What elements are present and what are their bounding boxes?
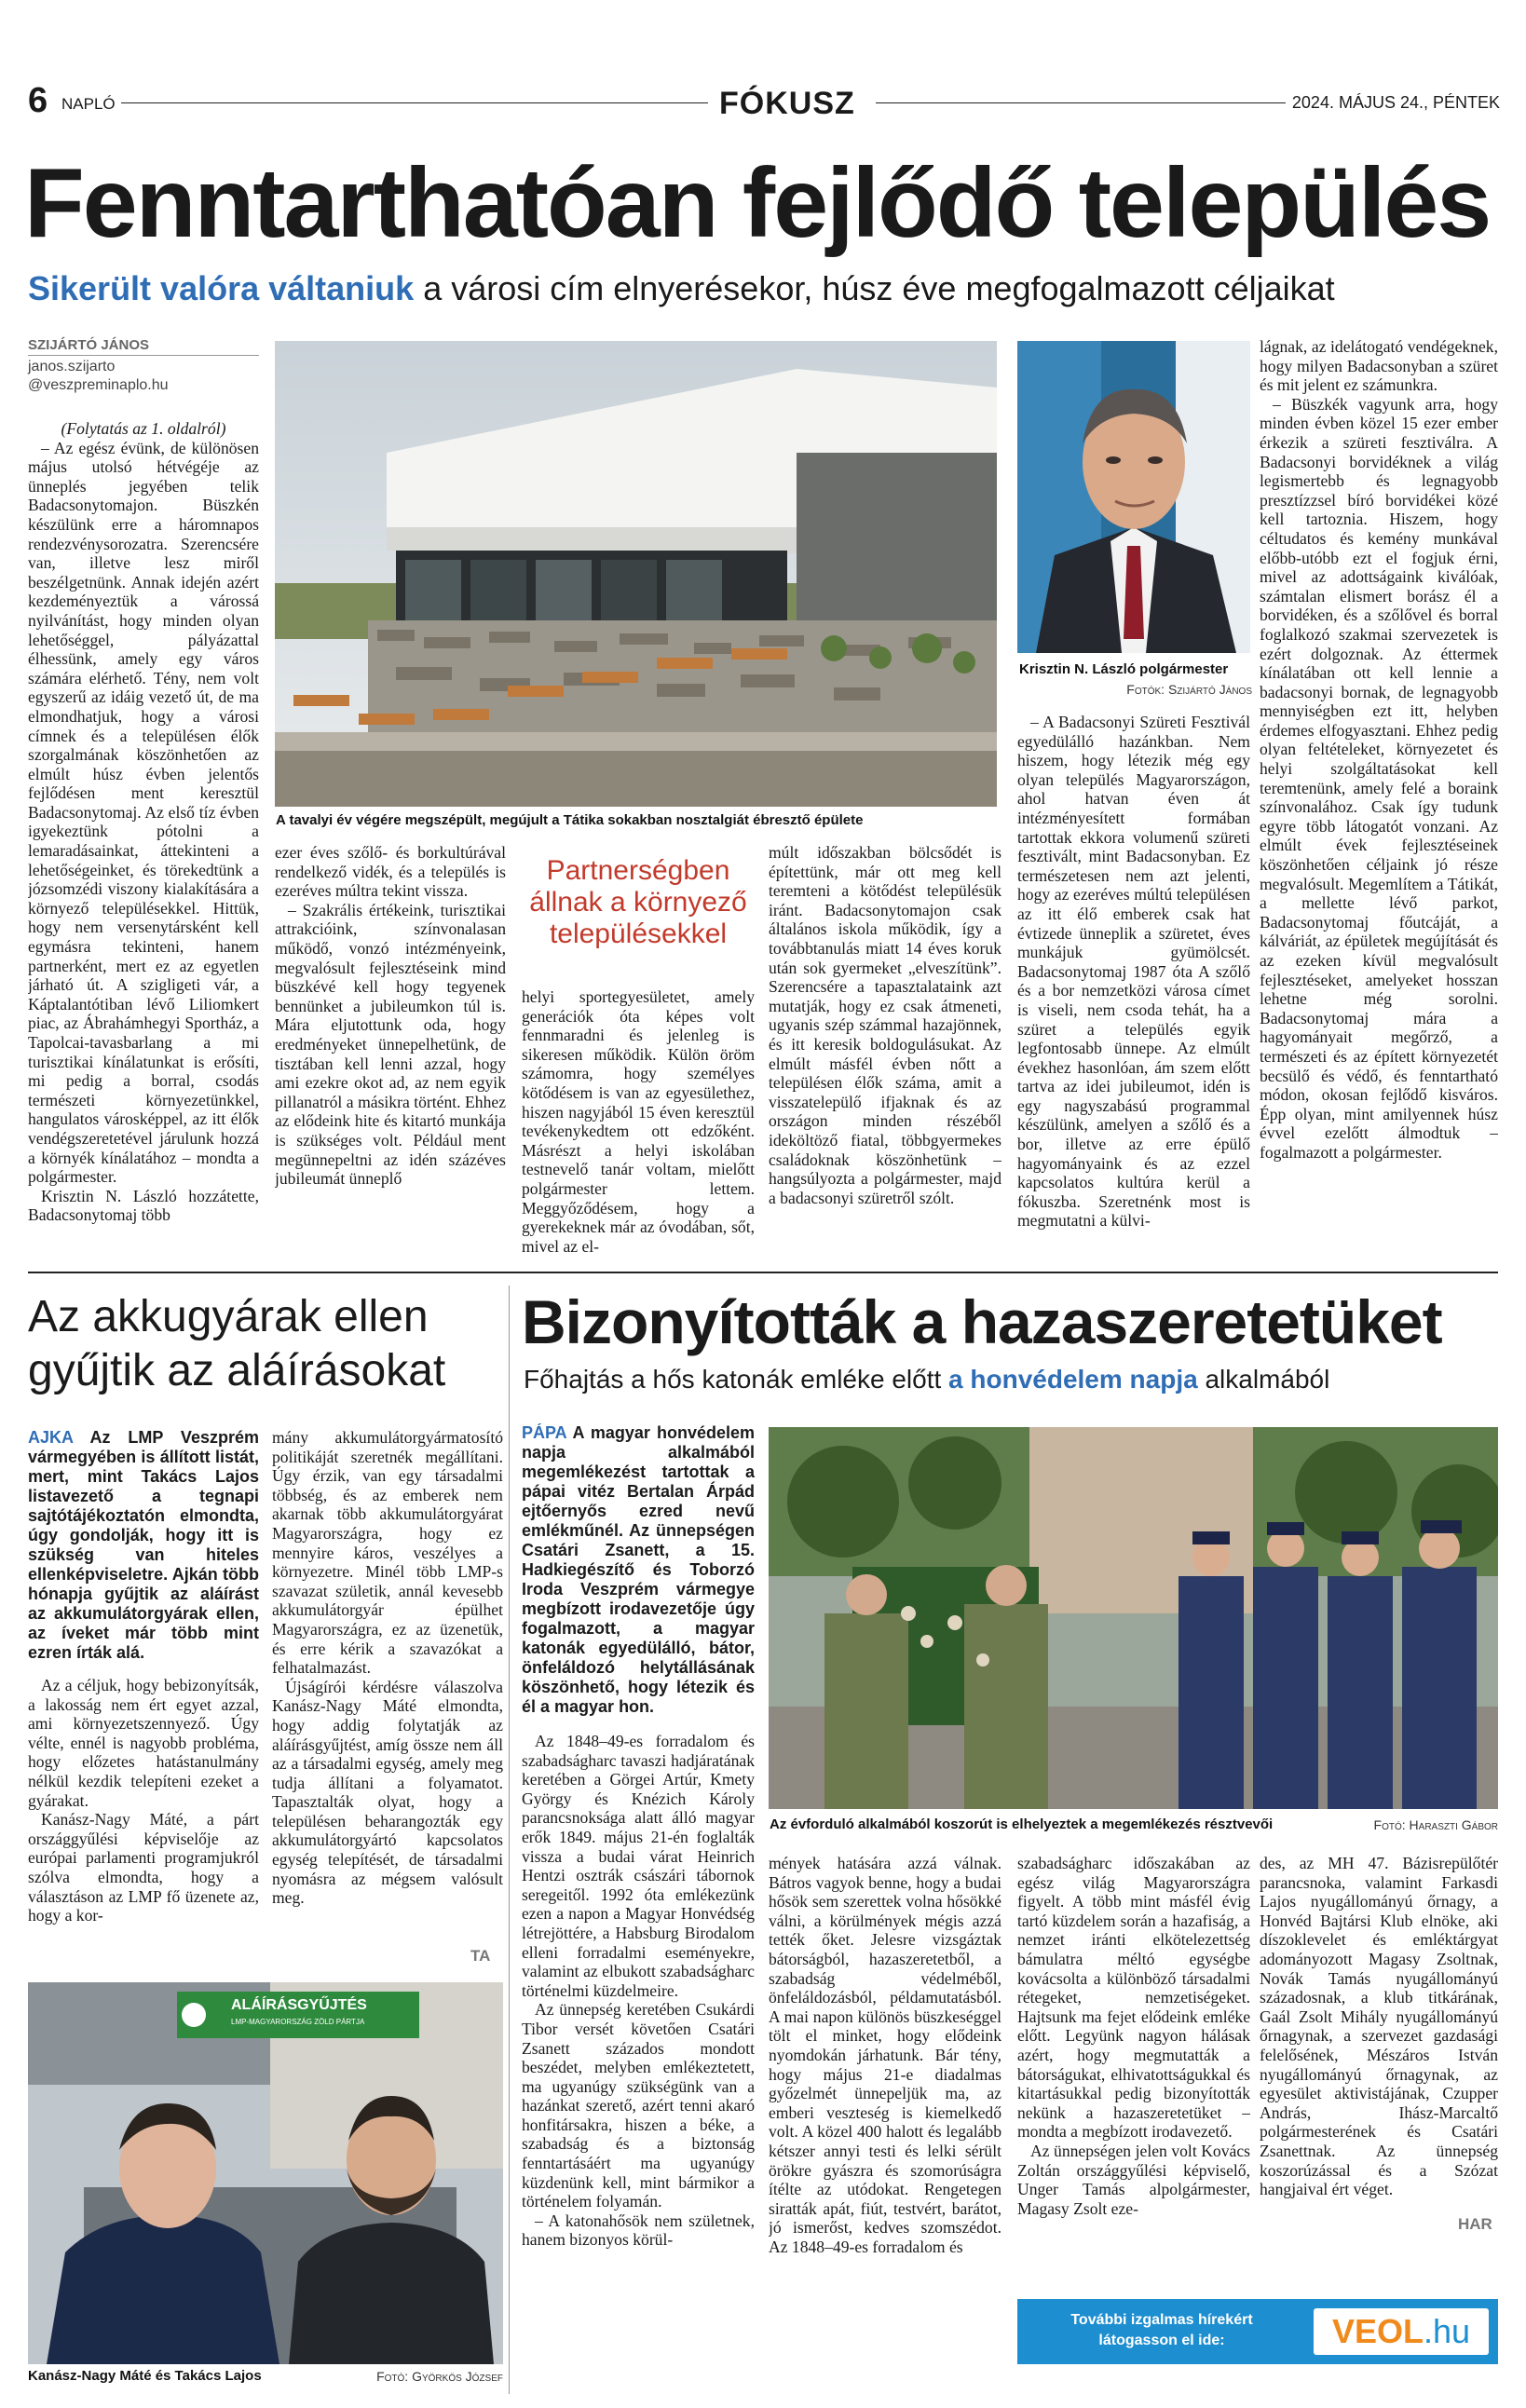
page-header bbox=[28, 82, 1500, 119]
veol-ad-line-2: látogasson el ide: bbox=[1098, 2333, 1225, 2348]
page-number: 6 bbox=[28, 81, 48, 120]
header-rule-left bbox=[121, 102, 708, 103]
main-col5-text: – A Badacsonyi Szüreti Fesztivál egyedülálló hazánkban. Nem hiszem, hogy létezik még egy olyan település Magyarországon, ahol hatvan éven át intézményesített formában tartottak ekkora volumenű szüreti fesztivált, mint Badacsonyban. Ez természetesen nem azt jelenti, hogy az ezeréves múltú településen az itt élő emberek csak hat évtizede ünneplik a szüretet, éves munkájuk gyümölcsét. Badacsonytomaj 1987 óta A szőlő és a bor nemzetközi városa címet is viseli, nem csoda tehát, ha a szüret a település egyik legfontosabb ünnepe. Az elmúlt évekhez hasonlóan, ám szem előtt tartva az idei jubileumot, idén is egy nagyszabású programmal készülünk, amelyen a szőlő és a bor, illetve az erre épülő hagyományaink és az ezzel kapcsolatos kultúra kerül a fókuszba. Szeretnénk most is megmutatni a külvi- bbox=[1017, 713, 1250, 1231]
main-col6-text-b: – Büszkék vagyunk arra, hogy minden évben közel 15 ezer ember érkezik a szüreti fesztiválra. A Badacsonyi borvidéknek a világ legismertebb és legnagyobb presztízzsel bíró borvidékei közé kell tartoznia. Hiszem, hogy céltudatos és kemény munkával előbb-utóbb ezt el fogjuk érni, mivel az adottságaink kiválóak, számtalan elismert borász él a borvidéken, és a szőlővel és borral foglalkozó szakmai szervezetek is ezért dolgoznak. Az éttermek kínálatában ott kell lennie a badacsonyi bornak, de legnagyobb mennyiségben ezt itt, helyben érdemes elfogyasztani. Ehhez pedig olyan feltételeket, környezetet és helyi szolgáltatásokat kell teremtenünk, amely felé a boraink színvonalához. Csak így tudunk egyre több látogatót vonzani. Az elmúlt évek fejlesztéseinek köszönhetően céljaink jó része megvalósult. Megemlítem a Tátikát, a mellette lévő parkot, Badacsonytomaj főutcáját, a kálváriát, az épületek megújítását és az ezeken kívül megvalósult fejlesztéseket, amelyeket hosszan lehetne még sorolni. Badacsonytomaj mára a hagyományait megőrző, a természeti és az épített környezetét becsülő és védő, és fenntartható módon, okosan fejlődő kisváros. Épp olyan, mint amilyennek húsz évvel ezelőtt álmodtuk – fogalmazott a polgármester. bbox=[1260, 394, 1498, 1162]
left-story-place: AJKA bbox=[28, 1428, 74, 1447]
right-story-col1-text-b: Az ünnepség keretében Csukárdi Tibor versét követően Csatári Zsanett százados mondott beszédet, melyben emlékeztetett, ma ugyanúgy szükségünk van a hazánkat szerető, azért tenni akaró honfitársakra, hiszen a béke, a szabadság és a biztonság fenntartásáért ma ugyanúgy küzdenünk kell, mint bármikor a történelem folyamán. bbox=[522, 2000, 755, 2211]
veol-ad-line-1: További izgalmas hírekért bbox=[1070, 2312, 1253, 2328]
ceremony-photo-credit: Fotó: Haraszti Gábor bbox=[1373, 1817, 1498, 1832]
lmp-banner-title: ALÁÍRÁSGYŰJTÉS bbox=[231, 1997, 367, 2013]
right-story-lead-column bbox=[522, 1423, 755, 2392]
mayor-portrait bbox=[1017, 341, 1250, 653]
right-subtitle-highlight: a honvédelem napja bbox=[948, 1365, 1198, 1394]
left-story-column-2 bbox=[272, 1428, 503, 1968]
pull-quote: Partnerségben állnak a környező településekkel bbox=[529, 855, 747, 949]
portrait-caption: Krisztin N. László polgármester bbox=[1019, 661, 1229, 677]
left-story-col1-text-b: Kanász-Nagy Máté, a párt országgyűlési képviselője az európai parlamenti programjukról szólva elmondta, hogy a választáson az LMP fő üzenete az, hogy a kor- bbox=[28, 1810, 259, 1925]
right-story-signature: HAR bbox=[1458, 2215, 1492, 2233]
author-email bbox=[28, 358, 259, 395]
portrait-credit: Fotók: Szijártó János bbox=[1126, 682, 1252, 697]
main-column-5 bbox=[1017, 713, 1250, 1262]
ceremony-photo-image bbox=[769, 1427, 1498, 1809]
subtitle-highlight: Sikerült valóra váltaniuk bbox=[28, 269, 415, 307]
subtitle-rest: a városi cím elnyerésekor, húsz éve megfogalmazott céljaikat bbox=[414, 269, 1335, 307]
veol-ad[interactable] bbox=[1017, 2299, 1498, 2364]
left-story-lead-text: Az LMP Veszprém vármegyében is állított listát, mert, mint Takács Lajos listavezető a tegnapi sajtótájékoztatón elmondta, úgy gondolják, hogy itt is szükség van hiteles ellenképviseletre. Ajkán több hónapja gyűjtik az aláírást az akkumulátorgyárak ellen, az íveket már több mint ezren írták alá. bbox=[28, 1428, 259, 1662]
author-block bbox=[28, 337, 259, 395]
lmp-photo-image bbox=[28, 1982, 503, 2364]
left-story-col2-text: mány akkumulátorgyármatosító politikáját szeretnék megállítani. Úgy érzik, van egy társadalmi többség, és az emberek nem akarnak több akkumulátorgyárat Magyarországra, hogy ez mennyire káros, veszélyes a környezetre. Minél több LMP-s szavazat születik, annál kevesebb akkumulátorgyár épülhet Magyarországra, ez az üzenetük, és erre kérik a szavazókat a felhatalmazást. bbox=[272, 1428, 503, 1678]
right-story-col3-text: szabadságharc időszakában az egész világ Magyarországra figyelt. A több mint másfél évig tartó küzdelem során a hazafiság, a nemzet iránti elkötelezettség bámulatra méltó egységbe kovácsolta a különböző társadalmi rétegeket, nemzetiségeket. Hajtsunk ma fejet elődeink emléke előtt. Legyünk nagyon hálásak azért, hogy megmutatták a bátorságukat, elhivatottságukkal és kitartásukkal pedig bizonyították nekünk a hazaszeretetüket – mondta a megbízott irodavezető. bbox=[1017, 1854, 1250, 2142]
section-name: FÓKUSZ bbox=[719, 86, 855, 121]
ceremony-photo bbox=[769, 1427, 1498, 1809]
right-story-col3-text-b: Az ünnepségen jelen volt Kovács Zoltán országgyűlési képviselő, Unger Tamás alpolgármester, Magasy Zsolt eze- bbox=[1017, 2141, 1250, 2218]
tatika-photo-caption: A tavalyi év végére megszépült, megújult a Tátika sokakban nosztalgiát ébresztő épülete bbox=[276, 812, 864, 828]
author-email-user: janos.szijarto bbox=[28, 359, 116, 374]
right-story-column-2 bbox=[769, 1854, 1001, 2392]
lmp-photo bbox=[28, 1982, 503, 2364]
ceremony-photo-caption: Az évforduló alkalmából koszorút is elhelyeztek a megemlékezés résztvevői bbox=[770, 1816, 1274, 1832]
left-story-col2-text-b: Újságírói kérdésre válaszolva Kanász-Nagy Máté elmondta, hogy addig folytatják az aláírásgyűjtést, amíg össze nem áll az a társadalmi egység, amely meg tudja állítani a folyamatot. Tapasztalták olyat, hogy a településen beharangozták egy akkumulátorgyártó kapcsolatos egység telepítését, de társadalmi nyomásra az mégsem valósult meg. bbox=[272, 1677, 503, 1908]
author-name: SZIJÁRTÓ JÁNOS bbox=[28, 337, 259, 356]
right-story-col1-text-c: – A katonahősök nem születnek, hanem bizonyos körül- bbox=[522, 2211, 755, 2250]
section-divider bbox=[28, 1272, 1498, 1273]
main-col3-text: helyi sportegyesületet, amely generációk óta képes volt fennmaradni és jelenleg is sikeresen működik. Külön öröm számomra, hogy személyes kötődésem is van az egyesülethez, hiszen nagyjából 15 éven keresztül tevékenykedtem ott edzőként. Másrészt a helyi iskolában testnevelő tanár voltam, mielőtt polgármester lettem. Meggyőződésem, hogy a gyerekeknek már az óvodában, sőt, mivel az el- bbox=[522, 987, 755, 1256]
tatika-photo bbox=[275, 341, 997, 807]
veol-logo-brand: VEOL bbox=[1331, 2312, 1424, 2350]
right-story-col1-text: Az 1848–49-es forradalom és szabadságharc tavaszi hadjáratának keretében a Görgei Artúr, Kmety György és Knézich Károly parancsnoksága alatt álló magyar erők 1849. május 21-én foglalták vissza a budai várat Heinrich Hentzi osztrák császári tábornok seregeitől. 1992 óta emlékezünk ezen a napon a Magyar Honvédség létrejöttére, a Habsburg Birodalom elleni forradalmi eseményekre, valamint az elbukott szabadságharc történelmi küzdelmeire. bbox=[522, 1732, 755, 2000]
main-col2-text: ezer éves szőlő- és borkultúrával rendelkező vidék, és a település is ezeréves múltra tekint vissza. bbox=[275, 843, 506, 901]
main-subtitle bbox=[28, 268, 1509, 309]
right-story-lead-text: A magyar honvédelem napja alkalmából megemlékezést tartottak a pápai vitéz Bertalan Árpád ejtőernyős ezred nevű emlékműnél. Az ünnepségen Csatári Zsanett, a 15. Hadkiegészítő és Toborzó Iroda Veszprém vármegye megbízott irodavezetője úgy fogalmazott, a magyar katonák egyedülálló, bátor, önfeláldozó helytállásának köszönhető, hogy létezik és él a magyar hon. bbox=[522, 1423, 755, 1716]
lmp-banner-subtitle: LMP-MAGYARORSZÁG ZÖLD PÁRTJA bbox=[231, 2018, 365, 2026]
left-story-col1-text: Az a céljuk, hogy bebizonyítsák, a lakosság nem ért egyet azzal, ami környezetszennyező. Úgy vélte, ennél is nagyobb probléma, hogy előzetes hatástanulmány nélkül kezdik telepíteni ezeket a gyárakat. bbox=[28, 1676, 259, 1810]
main-col1-tail: Krisztin N. László hozzátette, Badacsonytomaj több bbox=[28, 1186, 259, 1225]
continuation-note: (Folytatás az 1. oldalról) bbox=[61, 419, 226, 438]
paper-name: NAPLÓ bbox=[61, 95, 116, 113]
page-date: 2024. MÁJUS 24., PÉNTEK bbox=[1291, 93, 1500, 112]
main-col1-text: – Az egész évünk, de különösen május utolsó hétvégéje az ünneplés jegyében telik Badacsonytomajon. Büszkén készülünk erre a háromnapos rendezvénysorozatra. Szerencsére van, illetve lesz miről beszélgetnünk. Annak idején azért kezdeményeztük a várossá nyilvánítást, hogy minden olyan lehetőséggel, pályázattal élhessünk, amely egy város számára elérhető. Tény, nem volt egyszerű az idáig vezető út, de ma elmondhatjuk, hogy a városi címnek és a településen élők szorgalmának köszönhetően az elmúlt húsz évben jelentős fejlődésen ment keresztül Badacsonytomaj. Az első tíz évben igyekeztünk pótolni a lemaradásainkat, áttekinteni a lehetőségeinket, és törekedtünk a józsomzédi viszony kialakítására a környező településekkel. Hittük, hogy nem versenytársként kell egymásra tekinteni, hanem partnerként, mert ez az egyetlen járható út. A szigligeti vár, a Káptalantótiban lévő Liliomkert piac, az Ábrahámhegyi Sportház, a Tapolcai-tavasbarlang a mi turisztikai kínálatunkat is erősíti, mi pedig a borral, csodás természeti környezetünkkel, hangulatos városképpel, az itt élők vendégszeretetével járulunk hozzá a környék kínálatához – mondta a polgármester. bbox=[28, 438, 259, 1187]
main-title: Fenntarthatóan fejlődő település bbox=[24, 148, 1491, 258]
main-column-6 bbox=[1260, 337, 1498, 1262]
left-story-lead bbox=[28, 1428, 259, 1663]
story-divider-vertical bbox=[509, 1286, 510, 2394]
mayor-portrait-image bbox=[1017, 341, 1250, 653]
tatika-building-image bbox=[275, 341, 997, 807]
left-story-signature: TA bbox=[470, 1947, 491, 1965]
right-subtitle-end: alkalmából bbox=[1197, 1365, 1330, 1394]
right-story-lead bbox=[522, 1423, 755, 1717]
right-story-place: PÁPA bbox=[522, 1423, 567, 1442]
main-col2-text-b: – Szakrális értékeink, turisztikai attrakcióink, színvonalasan működő, vonzó intézményeink, megvalósult fejlesztéseink mind büszkévé kell hogy tegyenek bennünket a jubileumkon túl is. Mára eljutottunk oda, hogy eredményeket ünnepelhetünk, de tisztában kell lenni azzal, hogy ami ezekre okot ad, az nem egyik pillanatról a másikra történt. Ehhez az elődeink hite és kitartó munkája is szükséges volt. Például ment megünnepeltni az idén százéves jubileumát ünneplő bbox=[275, 900, 506, 1189]
lmp-photo-credit: Fotó: Györkös József bbox=[376, 2369, 503, 2384]
main-column-3 bbox=[522, 987, 755, 1262]
right-story-title: Bizonyították a hazaszeretetüket bbox=[522, 1287, 1442, 1356]
veol-logo bbox=[1314, 2308, 1489, 2355]
main-col4-text: múlt időszakban bölcsődét is építettünk, már ott meg kell teremteni a kötődést településük iránt. Badacsonytomajon csak általános iskola működik, így a továbbtanulás miatt 14 éves koruk után sok gyermeket „elveszítünk”. Szerencsére a tapasztalataink azt mutatják, hogy ez csak átmeneti, ugyanis szép számmal hazajönnek, és itt keresik boldogulásukat. Az elmúlt másfél évben nőtt a településen élők száma, amit a visszatelepülő ifjaknak és az országon minden részéből ideköltöző fiatal, többgyermekes családoknak köszönhetünk – hangsúlyozta a polgármester, majd a badacsonyi szüretről szólt. bbox=[769, 843, 1001, 1207]
main-col6-text: lágnak, az idelátogató vendégeknek, hogy milyen Badacsonyban a szüret és mit jelent ez számunkra. bbox=[1260, 337, 1498, 395]
right-story-subtitle bbox=[524, 1364, 1502, 1395]
author-email-domain: @veszpreminaplo.hu bbox=[28, 377, 169, 393]
main-column-4 bbox=[769, 843, 1001, 1262]
right-story-col4-text: des, az MH 47. Bázisrepülőtér parancsnoka, valamint Farkasdi Lajos nyugállományú őrnagy, a Honvéd Bajtársi Klub elnöke, aki díszoklevelet és emléktárgyat adományozott Magasy Zsoltnak, Novák Tamás nyugállományú századosnak, a klub titkárának, Gaál Zsolt Mihály nyugállományú őrnagynak, a szervezet gazdasági felelősének, Mészáros István nyugállományú őrnagynak, az egyesület aktivistájának, Czupper András, Ihász-Marcaltő polgármesterének és Csatári Zsanettnak. Az ünnepség koszorúzással és a Szózat hangjaival ért véget. bbox=[1260, 1854, 1498, 2199]
lmp-photo-caption: Kanász-Nagy Máté és Takács Lajos bbox=[28, 2368, 262, 2384]
main-column-1 bbox=[28, 419, 259, 1262]
right-story-col2-text: mények hatására azzá válnak. Bátros vagyok benne, hogy a budai hősök sem szerettek volna hősökké válni, a körülmények mégis azzá tették őket. Jelesre vizsgáztak bátorságból, hazaszeretetből, a szabadság védelméből, önfeláldozásból, példamutatásból. A mai napon különös büszkeséggel tölt el minket, hogy elődeink nyomdokán járhatunk. Bár tény, hogy május 21-e diadalmas győzelmét ünnepeljük ma, az emberi veszteség is kiemelkedő volt. A közel 400 halott és legalább kétszer annyi testi és lelki sérült örökre gyászra és szomorúságra ítélte az utódokat. Rengetegen siratták apát, fiút, testvért, barátot, jó ismerőst, kedves szomszédot. Az 1848–49-es forradalom és bbox=[769, 1854, 1001, 2256]
veol-logo-tld: .hu bbox=[1423, 2312, 1471, 2350]
main-column-2 bbox=[275, 843, 506, 1262]
right-story-column-4 bbox=[1260, 1854, 1498, 2208]
header-rule-right bbox=[876, 102, 1286, 103]
left-story-column-1 bbox=[28, 1428, 259, 1968]
right-subtitle-start: Főhajtás a hős katonák emléke előtt bbox=[524, 1365, 949, 1394]
left-story-title: Az akkugyárak ellen gyűjtik az aláírásokat bbox=[28, 1292, 446, 1395]
